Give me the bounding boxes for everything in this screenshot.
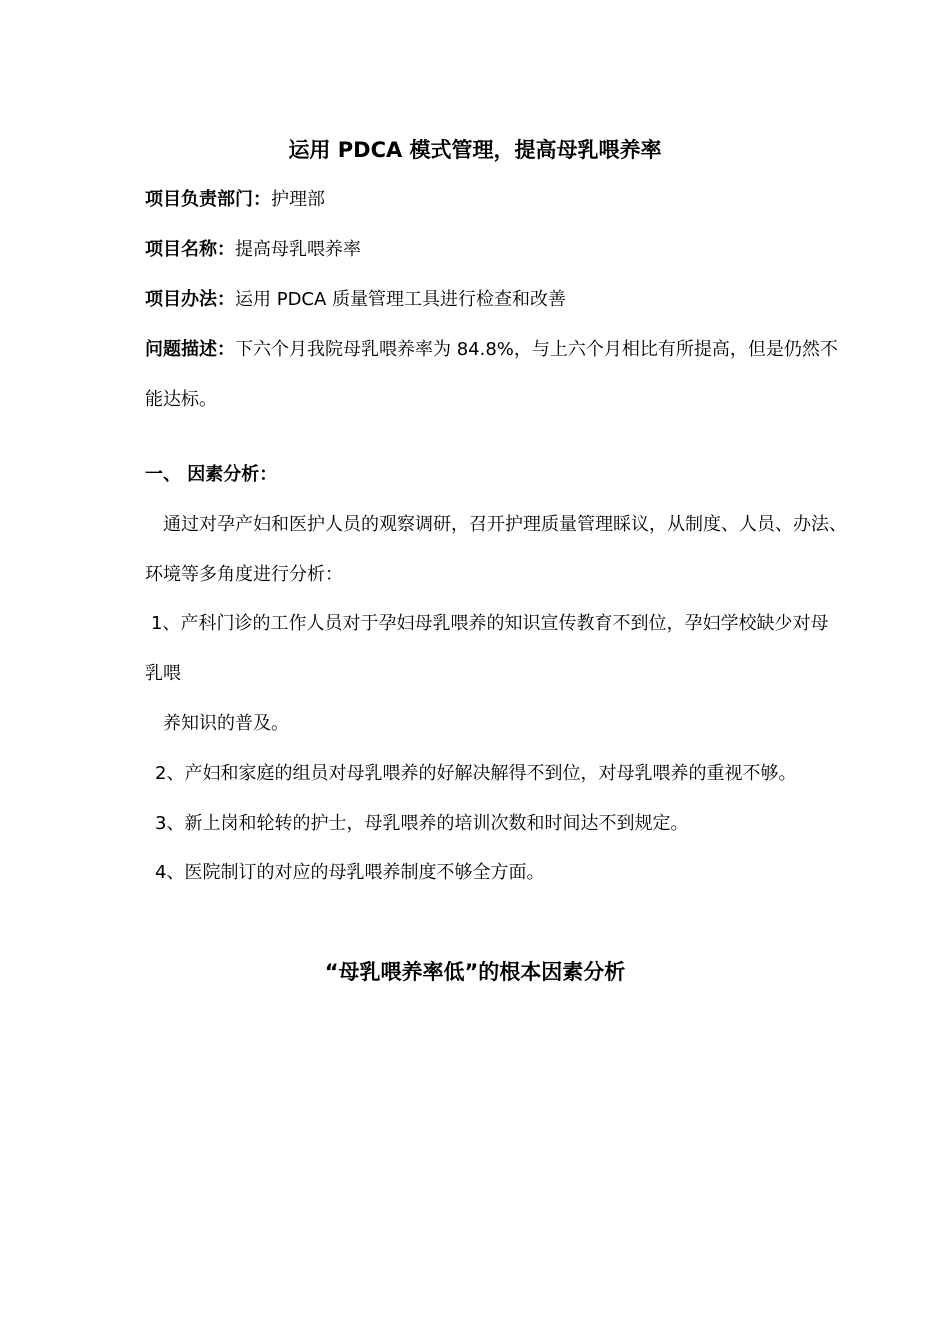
list-item-1-line-2: 乳喂 — [145, 663, 181, 684]
list-item-1-line-1: 1、产科门诊的工作人员对于孕妇母乳喂养的知识宣传教育不到位，孕妇学校缺少对母 — [151, 613, 829, 634]
list-item-2: 2、产妇和家庭的组员对母乳喂养的好解决解得不到位，对母乳喂养的重视不够。 — [155, 763, 797, 784]
problem-continuation: 能达标。 — [145, 389, 217, 410]
field-problem — [145, 338, 875, 362]
field-method-label: 项目办法： — [145, 289, 235, 310]
field-department-label: 项目负责部门： — [145, 189, 271, 210]
list-item-4: 4、医院制订的对应的母乳喂养制度不够全方面。 — [155, 862, 545, 883]
field-problem-label: 问题描述： — [145, 339, 235, 360]
field-method — [145, 288, 875, 312]
intro-line-1: 通过对孕产妇和医护人员的观察调研，召开护理质量管理睬议，从制度、人员、办法、 — [163, 514, 847, 535]
field-method-value: 运用 PDCA 质量管理工具进行检查和改善 — [235, 289, 567, 310]
list-item-1-line-3: 养知识的普及。 — [163, 713, 289, 734]
document-title: 运用 PDCA 模式管理，提高母乳喂养率 — [288, 138, 662, 162]
field-department — [145, 188, 875, 212]
section-heading-factor-analysis: 一、 因素分析： — [145, 464, 278, 485]
list-item-3: 3、新上岗和轮转的护士，母乳喂养的培训次数和时间达不到规定。 — [155, 813, 689, 834]
field-problem-value: 下六个月我院母乳喂养率为 84.8%，与上六个月相比有所提高，但是仍然不 — [235, 339, 838, 360]
field-project-name-label: 项目名称： — [145, 239, 235, 260]
field-department-value: 护理部 — [271, 189, 325, 210]
field-project-name — [145, 238, 875, 262]
field-project-name-value: 提高母乳喂养率 — [235, 239, 361, 260]
intro-line-2: 环境等多角度进行分析： — [145, 564, 343, 585]
section-subtitle: “母乳喂养率低”的根本因素分析 — [324, 960, 626, 984]
